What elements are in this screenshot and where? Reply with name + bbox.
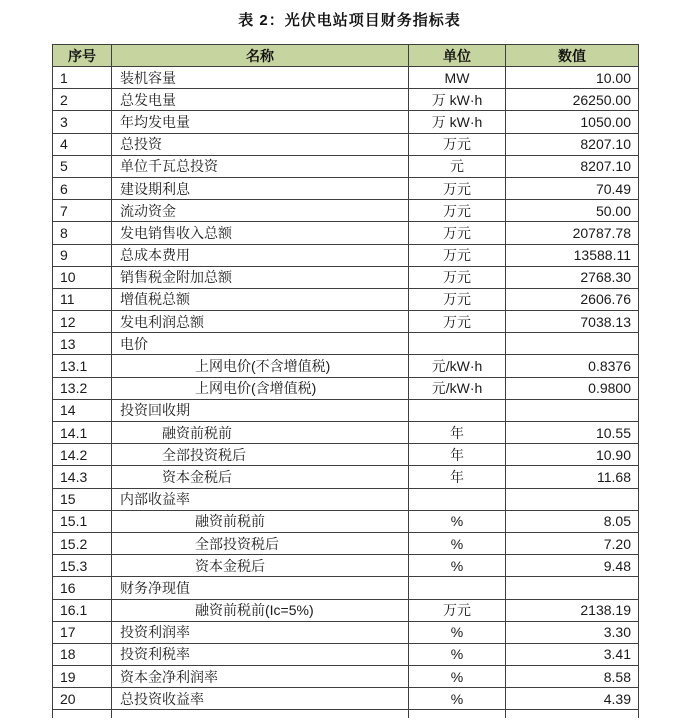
- cell-indicator-name: 电价: [112, 333, 409, 355]
- cell-row-number: 12: [53, 311, 112, 333]
- table-row: [53, 89, 639, 111]
- cell-indicator-unit: [409, 399, 506, 421]
- cell-indicator-value: 10.00: [506, 67, 639, 89]
- table-row: [53, 266, 639, 288]
- cell-indicator-name: 投资利税率: [112, 643, 409, 665]
- cell-indicator-unit: 万元: [409, 200, 506, 222]
- cell-indicator-name: 财务净现值: [112, 577, 409, 599]
- cell-indicator-unit: [409, 488, 506, 510]
- cell-row-number: 7: [53, 200, 112, 222]
- table-row: [53, 488, 639, 510]
- cell-indicator-unit: %: [409, 532, 506, 554]
- cell-row-number: 20: [53, 688, 112, 710]
- header-no: 序号: [53, 45, 112, 67]
- table-row: [53, 510, 639, 532]
- cell-indicator-value: 13588.11: [506, 244, 639, 266]
- cell-indicator-value: 8207.10: [506, 155, 639, 177]
- table-row: [53, 155, 639, 177]
- cell-no: [53, 710, 112, 718]
- table-row: [53, 222, 639, 244]
- table-row: [53, 200, 639, 222]
- cell-unit: [409, 710, 506, 718]
- cell-indicator-unit: 元/kW·h: [409, 377, 506, 399]
- cell-row-number: 15: [53, 488, 112, 510]
- cell-indicator-name: 内部收益率: [112, 488, 409, 510]
- cell-row-number: 11: [53, 288, 112, 310]
- cell-indicator-unit: 万 kW·h: [409, 111, 506, 133]
- cell-indicator-value: [506, 577, 639, 599]
- table-row: [53, 288, 639, 310]
- cell-indicator-unit: %: [409, 688, 506, 710]
- cell-indicator-unit: 元: [409, 155, 506, 177]
- cell-indicator-unit: 万 kW·h: [409, 89, 506, 111]
- cell-indicator-value: 1050.00: [506, 111, 639, 133]
- table-row-partial: [53, 710, 639, 718]
- cell-indicator-name: 发电销售收入总额: [112, 222, 409, 244]
- cell-indicator-name: 建设期利息: [112, 177, 409, 199]
- cell-value: [506, 710, 639, 718]
- cell-indicator-name: 年均发电量: [112, 111, 409, 133]
- table-row: [53, 666, 639, 688]
- cell-indicator-name: 全部投资税后: [112, 532, 409, 554]
- cell-row-number: 18: [53, 643, 112, 665]
- cell-indicator-unit: 年: [409, 466, 506, 488]
- cell-indicator-value: [506, 333, 639, 355]
- cell-indicator-unit: 元/kW·h: [409, 355, 506, 377]
- table-row: [53, 244, 639, 266]
- cell-row-number: 9: [53, 244, 112, 266]
- cell-row-number: 16.1: [53, 599, 112, 621]
- cell-indicator-value: 8.05: [506, 510, 639, 532]
- header-value: 数值: [506, 45, 639, 67]
- table-row: [53, 621, 639, 643]
- table-row: [53, 377, 639, 399]
- cell-row-number: 6: [53, 177, 112, 199]
- table-row: [53, 444, 639, 466]
- cell-indicator-name: 上网电价(不含增值税): [112, 355, 409, 377]
- cell-indicator-name: 总发电量: [112, 89, 409, 111]
- cell-row-number: 13: [53, 333, 112, 355]
- financial-indicators-table: [52, 44, 639, 718]
- cell-indicator-name: 资本金税后: [112, 555, 409, 577]
- cell-indicator-value: 3.30: [506, 621, 639, 643]
- cell-indicator-unit: %: [409, 666, 506, 688]
- cell-indicator-name: 投资利润率: [112, 621, 409, 643]
- cell-indicator-name: 单位千瓦总投资: [112, 155, 409, 177]
- table-row: [53, 399, 639, 421]
- cell-indicator-name: 资本金净利润率: [112, 666, 409, 688]
- table-row: [53, 577, 639, 599]
- cell-name: [112, 710, 409, 718]
- cell-indicator-value: 4.39: [506, 688, 639, 710]
- header-row: [53, 45, 639, 67]
- cell-indicator-name: 总投资: [112, 133, 409, 155]
- cell-row-number: 4: [53, 133, 112, 155]
- cell-indicator-value: 2138.19: [506, 599, 639, 621]
- table-row: [53, 333, 639, 355]
- table-row: [53, 466, 639, 488]
- table-row: [53, 311, 639, 333]
- cell-row-number: 13.1: [53, 355, 112, 377]
- table-header: [53, 45, 639, 67]
- cell-indicator-value: 0.9800: [506, 377, 639, 399]
- cell-indicator-unit: %: [409, 643, 506, 665]
- cell-indicator-value: 3.41: [506, 643, 639, 665]
- cell-indicator-value: 2606.76: [506, 288, 639, 310]
- cell-row-number: 2: [53, 89, 112, 111]
- cell-row-number: 8: [53, 222, 112, 244]
- cell-indicator-name: 融资前税前(Ic=5%): [112, 599, 409, 621]
- table-row: [53, 555, 639, 577]
- cell-indicator-unit: 万元: [409, 599, 506, 621]
- cell-row-number: 14: [53, 399, 112, 421]
- cell-indicator-unit: MW: [409, 67, 506, 89]
- cell-row-number: 15.2: [53, 532, 112, 554]
- cell-indicator-name: 上网电价(含增值税): [112, 377, 409, 399]
- cell-indicator-value: 8207.10: [506, 133, 639, 155]
- cell-indicator-name: 融资前税前: [112, 422, 409, 444]
- cell-indicator-unit: 万元: [409, 266, 506, 288]
- cell-indicator-unit: 万元: [409, 222, 506, 244]
- table-row: [53, 111, 639, 133]
- cell-row-number: 17: [53, 621, 112, 643]
- cell-row-number: 3: [53, 111, 112, 133]
- cell-row-number: 15.3: [53, 555, 112, 577]
- cell-indicator-value: [506, 488, 639, 510]
- cell-indicator-name: 销售税金附加总额: [112, 266, 409, 288]
- table-row: [53, 532, 639, 554]
- cell-indicator-value: 11.68: [506, 466, 639, 488]
- cell-indicator-value: [506, 399, 639, 421]
- cell-indicator-name: 流动资金: [112, 200, 409, 222]
- cell-indicator-name: 发电利润总额: [112, 311, 409, 333]
- cell-indicator-unit: 万元: [409, 244, 506, 266]
- table-row: [53, 67, 639, 89]
- cell-indicator-value: 9.48: [506, 555, 639, 577]
- table-row: [53, 177, 639, 199]
- table-row: [53, 643, 639, 665]
- header-name: 名称: [112, 45, 409, 67]
- cell-indicator-unit: 万元: [409, 288, 506, 310]
- cell-indicator-name: 总成本费用: [112, 244, 409, 266]
- cell-indicator-value: 7.20: [506, 532, 639, 554]
- table-row: [53, 133, 639, 155]
- cell-row-number: 14.2: [53, 444, 112, 466]
- cell-indicator-unit: [409, 333, 506, 355]
- cell-row-number: 1: [53, 67, 112, 89]
- table-row: [53, 599, 639, 621]
- cell-indicator-name: 投资回收期: [112, 399, 409, 421]
- cell-indicator-unit: %: [409, 510, 506, 532]
- cell-indicator-unit: 万元: [409, 311, 506, 333]
- cell-indicator-value: 2768.30: [506, 266, 639, 288]
- table-row: [53, 355, 639, 377]
- cell-row-number: 13.2: [53, 377, 112, 399]
- table-row: [53, 422, 639, 444]
- cell-indicator-value: 70.49: [506, 177, 639, 199]
- cell-indicator-name: 融资前税前: [112, 510, 409, 532]
- cell-indicator-unit: 万元: [409, 177, 506, 199]
- cell-row-number: 14.3: [53, 466, 112, 488]
- cell-row-number: 10: [53, 266, 112, 288]
- cell-indicator-name: 总投资收益率: [112, 688, 409, 710]
- indicator-table-body: [53, 67, 639, 710]
- cell-indicator-unit: [409, 577, 506, 599]
- cell-indicator-value: 20787.78: [506, 222, 639, 244]
- table-title: 表 2：光伏电站项目财务指标表: [238, 12, 461, 29]
- cell-indicator-value: 26250.00: [506, 89, 639, 111]
- cell-indicator-name: 全部投资税后: [112, 444, 409, 466]
- cell-indicator-value: 10.90: [506, 444, 639, 466]
- header-unit: 单位: [409, 45, 506, 67]
- cell-indicator-unit: 年: [409, 422, 506, 444]
- cell-indicator-value: 50.00: [506, 200, 639, 222]
- cell-indicator-name: 装机容量: [112, 67, 409, 89]
- cell-row-number: 16: [53, 577, 112, 599]
- table-row: [53, 688, 639, 710]
- cell-indicator-value: 7038.13: [506, 311, 639, 333]
- cell-row-number: 19: [53, 666, 112, 688]
- cell-indicator-value: 0.8376: [506, 355, 639, 377]
- cell-indicator-unit: %: [409, 555, 506, 577]
- cell-indicator-unit: 年: [409, 444, 506, 466]
- cell-row-number: 14.1: [53, 422, 112, 444]
- cell-row-number: 15.1: [53, 510, 112, 532]
- table-footer: [53, 710, 639, 718]
- cell-indicator-name: 资本金税后: [112, 466, 409, 488]
- cell-indicator-unit: %: [409, 621, 506, 643]
- cell-indicator-value: 8.58: [506, 666, 639, 688]
- cell-indicator-unit: 万元: [409, 133, 506, 155]
- cell-row-number: 5: [53, 155, 112, 177]
- cell-indicator-value: 10.55: [506, 422, 639, 444]
- cell-indicator-name: 增值税总额: [112, 288, 409, 310]
